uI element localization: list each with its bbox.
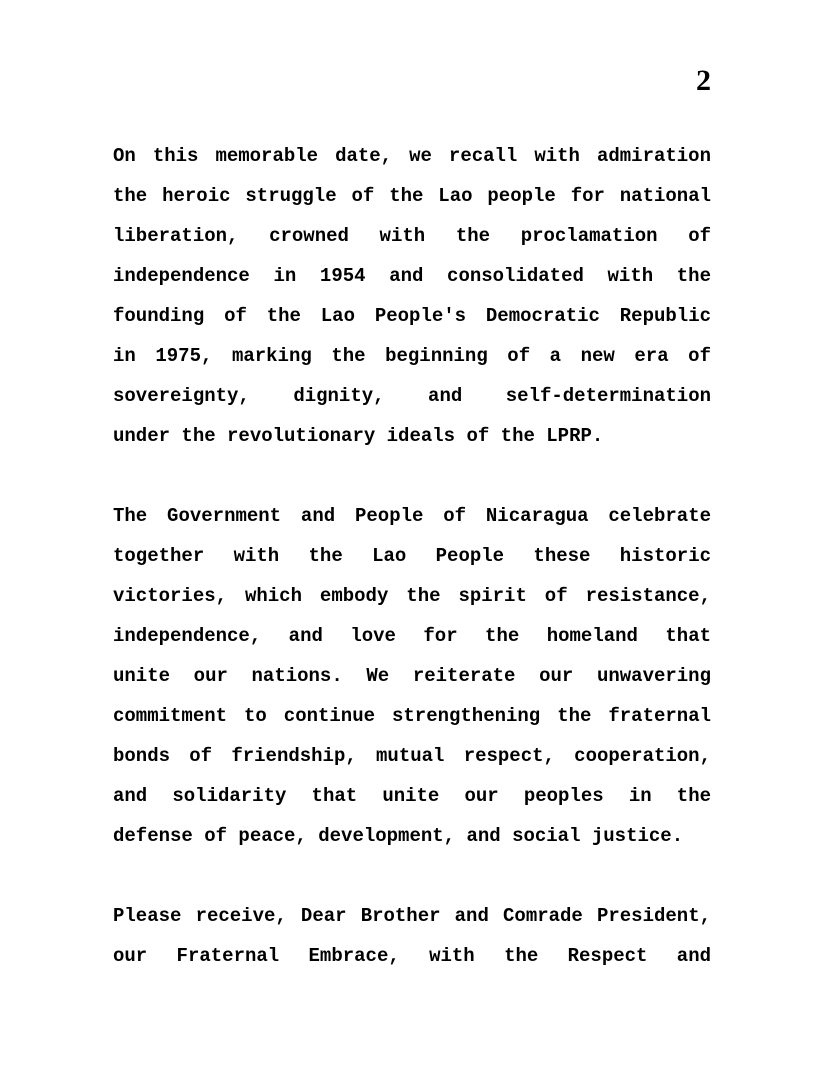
letter-body	[113, 136, 711, 1016]
text-line: independence in 1954 and consolidated with the	[113, 265, 711, 287]
text-line: Please receive, Dear Brother and Comrade President,	[113, 905, 711, 927]
text-line: commitment to continue strengthening the fraternal	[113, 705, 711, 727]
text-line: liberation, crowned with the proclamation of	[113, 225, 711, 247]
text-line: defense of peace, development, and social justice.	[113, 825, 684, 847]
text-line: together with the Lao People these historic	[113, 545, 711, 567]
text-line: victories, which embody the spirit of resistance,	[113, 585, 711, 607]
paragraph	[113, 496, 711, 856]
text-line: in 1975, marking the beginning of a new era of	[113, 345, 711, 367]
text-line: The Government and People of Nicaragua celebrate	[113, 505, 711, 527]
paragraph	[113, 896, 711, 976]
text-line: and solidarity that unite our peoples in the	[113, 785, 711, 807]
text-line: under the revolutionary ideals of the LPRP.	[113, 425, 604, 447]
page-number: 2	[696, 64, 711, 97]
text-line: founding of the Lao People's Democratic Republic	[113, 305, 711, 327]
text-line: the heroic struggle of the Lao people for national	[113, 185, 711, 207]
text-line: our Fraternal Embrace, with the Respect and	[113, 945, 711, 967]
text-line: independence, and love for the homeland that	[113, 625, 711, 647]
paragraph	[113, 136, 711, 456]
text-line: bonds of friendship, mutual respect, cooperation,	[113, 745, 711, 767]
text-line: sovereignty, dignity, and self-determination	[113, 385, 711, 407]
text-line: On this memorable date, we recall with admiration	[113, 145, 711, 167]
text-line: unite our nations. We reiterate our unwavering	[113, 665, 711, 687]
